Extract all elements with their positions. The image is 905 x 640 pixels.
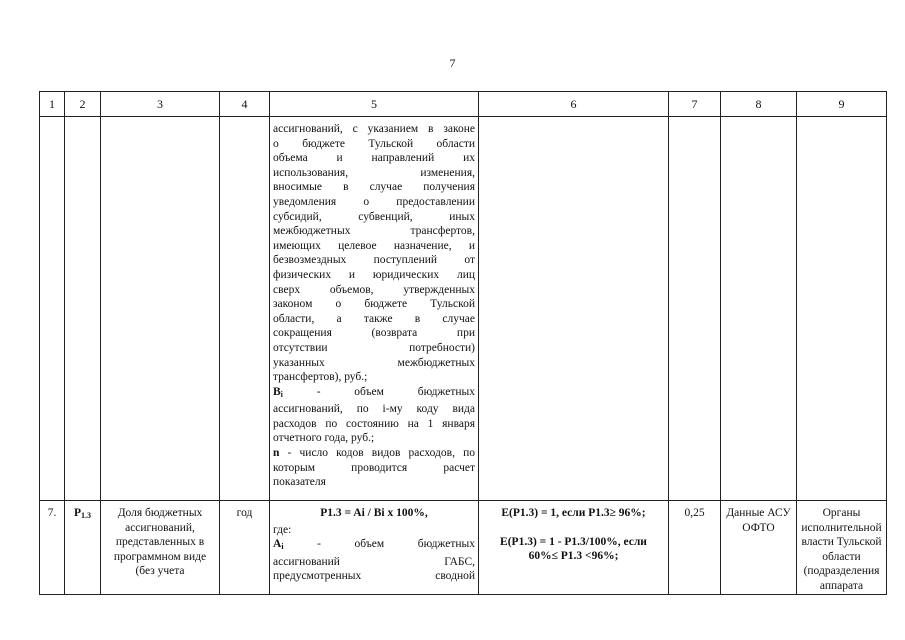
unit-of-measure: год xyxy=(220,501,270,595)
text-line: трансфертов), руб.; xyxy=(273,371,368,384)
text-line: сверх объемов, утвержденных xyxy=(273,283,475,296)
criteria-line: E(P1.3) = 1, если P1.3≥ 96%; xyxy=(501,507,646,519)
text-line: отчетного года, руб.; xyxy=(273,432,375,445)
text-line: предусмотренных сводной xyxy=(273,570,475,583)
indicators-table xyxy=(39,91,887,595)
variable-b-definition: $B_i$ - объем бюджетных xyxy=(273,385,475,399)
text-line: ассигнований, с указанием в законе xyxy=(273,123,475,135)
weight-coefficient: 0,25 xyxy=(669,501,721,595)
calculation-method-cell xyxy=(270,117,479,501)
header-cell: 8 xyxy=(721,92,797,117)
criteria-line: 60%≤ P1.3 <96%; xyxy=(528,550,619,563)
table-header-row xyxy=(40,92,887,117)
text-line: отсутствии потребности) xyxy=(273,341,475,354)
calculation-formula-cell xyxy=(270,501,479,595)
text-line: вносимые в случае получения xyxy=(273,181,475,194)
data-source: Данные АСУ ОФТО xyxy=(721,501,797,595)
text-line: уведомления о предоставлении xyxy=(273,195,475,208)
variable-n-definition: n - число кодов видов расходов, по xyxy=(273,447,475,460)
where-label: где: xyxy=(273,523,292,536)
variable-n: n xyxy=(273,447,280,460)
table-row-continuation xyxy=(40,117,887,501)
text-line: показателя xyxy=(273,476,326,489)
text-line: сокращения (возврата при xyxy=(273,327,475,340)
variable-a: $A_i$ xyxy=(273,538,284,552)
header-cell: 7 xyxy=(669,92,721,117)
header-cell: 9 xyxy=(797,92,887,117)
header-cell: 3 xyxy=(101,92,220,117)
text-line: безвозмездных поступлений от xyxy=(273,254,475,267)
variable-b: $B_i$ xyxy=(273,385,283,399)
text-line: законом о бюджете Тульской xyxy=(273,298,475,311)
header-cell: 4 xyxy=(220,92,270,117)
text-line: области, а также в случае xyxy=(273,312,475,325)
text-line: указанных межбюджетных xyxy=(273,356,475,369)
text-line: о бюджете Тульской области xyxy=(273,137,475,150)
text-line: межбюджетных трансфертов, xyxy=(273,225,475,238)
text-line: расходов по состоянию на 1 января xyxy=(273,417,475,430)
criteria-line: E(P1.3) = 1 - P1.3/100%, если xyxy=(500,535,647,548)
row-number: 7. xyxy=(40,501,65,595)
header-cell: 1 xyxy=(40,92,65,117)
text-line: имеющих целевое назначение, и xyxy=(273,239,475,252)
formula: P1.3 = Ai / Bi x 100%, xyxy=(320,507,428,519)
page-number: 7 xyxy=(449,56,456,70)
text-line: ассигнований ГАБС, xyxy=(273,555,475,568)
indicator-name: Доля бюджетных ассигнований, представленных в программном виде (без учета xyxy=(101,501,220,595)
responsible-body: Органы исполнительной власти Тульской области (подразделения аппарата xyxy=(797,501,887,595)
evaluation-criteria-cell xyxy=(479,501,669,595)
text-line: физических и юридических лиц xyxy=(273,268,475,281)
text-line: которым проводится расчет xyxy=(273,461,475,474)
header-cell: 5 xyxy=(270,92,479,117)
header-cell: 2 xyxy=(65,92,101,117)
variable-a-definition: $A_i$ - объем бюджетных xyxy=(273,538,475,552)
indicator-code: $P_{1.3}$ xyxy=(65,501,101,595)
text-line: ассигнований, по i-му коду вида xyxy=(273,403,475,416)
text-line: объема и направлений их xyxy=(273,152,475,165)
text-line: использования, изменения, xyxy=(273,166,475,179)
text-line: субсидий, субвенций, иных xyxy=(273,210,475,223)
table-row-7 xyxy=(40,501,887,595)
header-cell: 6 xyxy=(479,92,669,117)
